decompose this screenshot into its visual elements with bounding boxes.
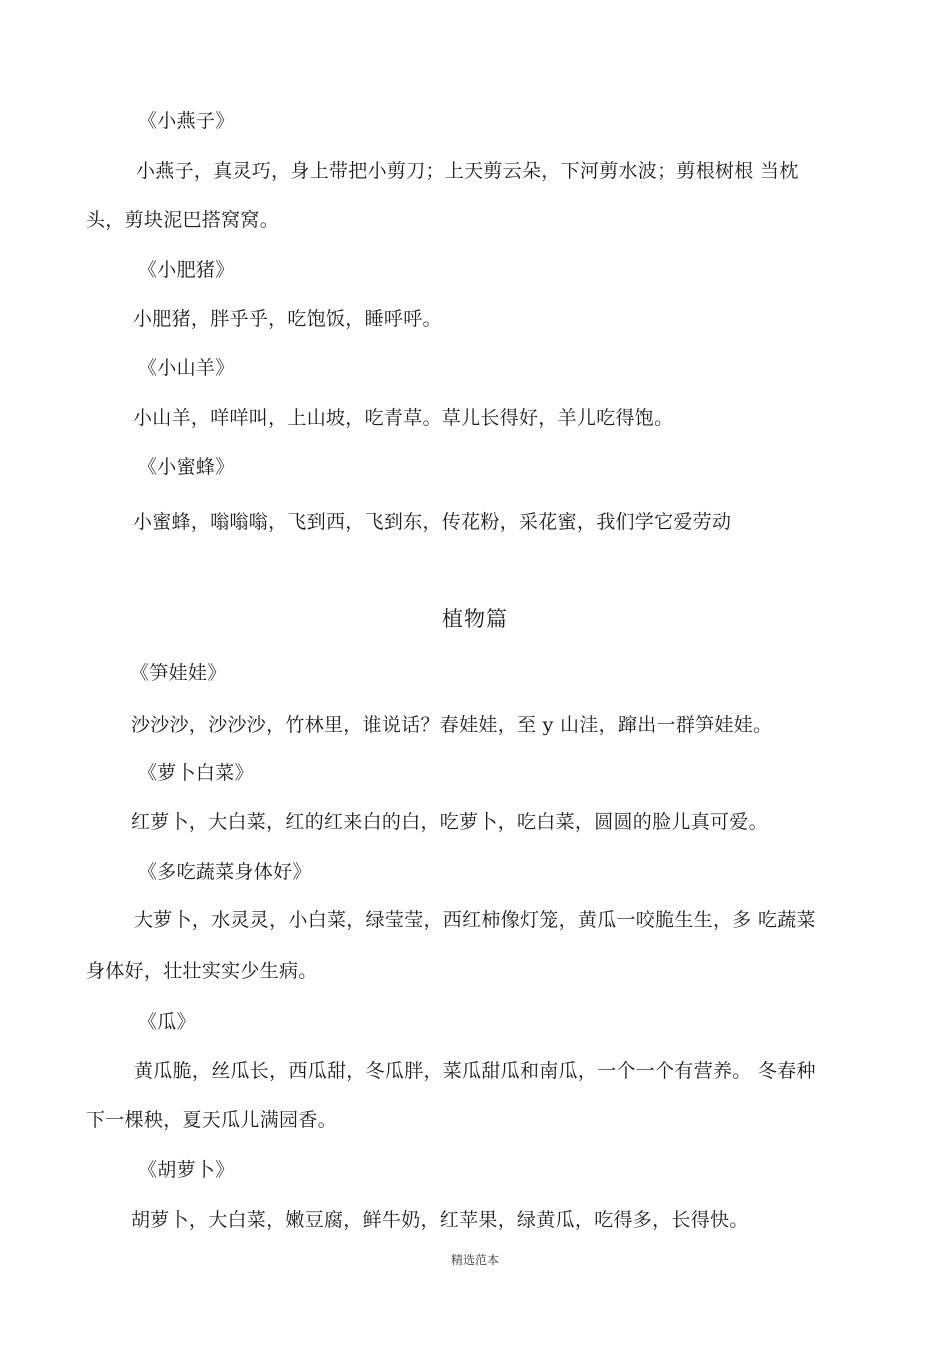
poem-line: 小燕子，真灵巧，身上带把小剪刀；上天剪云朵，下河剪水波；剪根树根 当枕 bbox=[136, 160, 799, 182]
poem-title: 《瓜》 bbox=[138, 1011, 196, 1033]
poem-line: 下一棵秧，夏天瓜儿满园香。 bbox=[86, 1109, 337, 1131]
poem-line: 身体好，壮壮实实少生病。 bbox=[86, 960, 318, 982]
poem-title: 《小燕子》 bbox=[138, 110, 235, 132]
poem-line: 小蜜蜂，嗡嗡嗡，飞到西，飞到东，传花粉，采花蜜，我们学它爱劳动 bbox=[133, 511, 732, 533]
poem-line: 大萝卜，水灵灵，小白菜，绿莹莹，西红柿像灯笼，黄瓜一咬脆生生，多 吃蔬菜 bbox=[134, 909, 816, 931]
poem-line: 胡萝卜，大白菜，嫩豆腐，鲜牛奶，红苹果，绿黄瓜，吃得多，长得快。 bbox=[131, 1209, 749, 1231]
poem-title: 《笋娃娃》 bbox=[130, 662, 227, 684]
poem-line: 红萝卜，大白菜，红的红来白的白，吃萝卜，吃白菜，圆圆的脸儿真可爱。 bbox=[131, 811, 768, 833]
poem-title: 《多吃蔬菜身体好》 bbox=[138, 861, 312, 883]
poem-line: 小山羊，咩咩叫，上山坡，吃青草。草儿长得好，羊儿吃得饱。 bbox=[133, 407, 674, 429]
section-heading: 植物篇 bbox=[442, 607, 508, 631]
poem-line: 头，剪块泥巴搭窝窝。 bbox=[86, 209, 280, 231]
poem-line: 黄瓜脆，丝瓜长，西瓜甜，冬瓜胖，菜瓜甜瓜和南瓜，一个一个有营养。 冬春种 bbox=[134, 1060, 816, 1082]
poem-line: 沙沙沙，沙沙沙，竹林里，谁说话？春娃娃，至 y 山洼，蹿出一群笋娃娃。 bbox=[131, 714, 773, 736]
poem-title: 《萝卜白菜》 bbox=[138, 762, 254, 784]
poem-title: 《小山羊》 bbox=[138, 357, 235, 379]
page-footer: 精选范本 bbox=[450, 1253, 499, 1267]
poem-title: 《胡萝卜》 bbox=[138, 1159, 235, 1181]
poem-title: 《小肥猪》 bbox=[138, 259, 235, 281]
poem-line: 小肥猪，胖乎乎，吃饱饭，睡呼呼。 bbox=[133, 308, 442, 330]
poem-title: 《小蜜蜂》 bbox=[138, 456, 235, 478]
